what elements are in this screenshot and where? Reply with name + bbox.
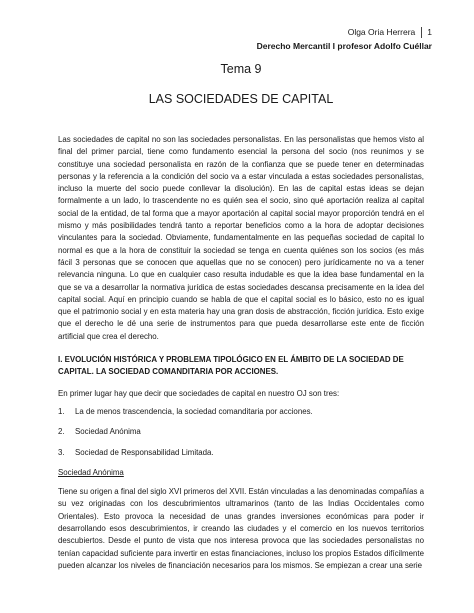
document-body [58,58,424,572]
document-title: LAS SOCIEDADES DE CAPITAL [148,92,334,106]
list-item [58,426,424,438]
list-item-number: 2. [58,427,65,437]
list-item-number: 1. [58,406,65,416]
header-author: Olga Oria Herrera [348,27,423,38]
section-heading-1: I. EVOLUCIÓN HISTÓRICA Y PROBLEMA TIPOLÓGICO EN EL ÁMBITO DE LA SOCIEDAD DE CAPITAL. LA SOCIEDAD COMANDITARIA POR ACCIONES. [58,355,404,377]
capital-companies-list [58,406,424,459]
list-item-text: Sociedad Anónima [75,427,141,437]
paragraph-sociedad-anonima: Tiene su origen a final del siglo XVI primeros del XVII. Están vinculadas a las denominadas compañías a su vez originadas con los descubrimientos ultramarinos (tanto de las Indias Occidentales como Orientales). Esto provoca la necesidad de unas grandes inversiones económicas para poder ir desarrollando esos descubrimientos, ir creando las ciudades y el comercio en los nuevos territorios descubiertos. Desde el punto de vista que nos interesa provoca que las sociedades personalistas no tenían capacidad suficiente para invertir en estas financiaciones, incluso los propios Estados difícilmente pueden alcanzar los niveles de financiación necesarios para los mismos. Se empiezan a crear una serie [58,487,424,570]
list-item [58,447,424,459]
tema-label: Tema 9 [220,62,262,76]
page-number: 1 [427,27,432,37]
list-intro: En primer lugar hay que decir que sociedades de capital en nuestro OJ son tres: [58,388,340,398]
paragraph-intro: Las sociedades de capital no son las sociedades personalistas. En las personalistas que hemos visto al final del primer parcial, tiene como fundamento esencial la persona del socio (nos reunimos y se constituye una sociedad personalista en razón de la confianza que se puede tener en determinadas personas y la referencia a la condición del socio va a estar vinculada a estas sociedades personalistas, incluso la muerte del socio puede conllevar la disolución). En las de capital estas ideas se dejan formalmente a un lado, lo trascendente no es quién sea el socio, sino qué aportación realiza al capital social de la entidad, de tal forma que a mayor aportación al capital social mayor proporción tendrá en el mismo y más posibilidades tendrá tanto a reportar beneficios como a la hora de adoptar decisiones vinculantes para la sociedad. Obviamente, fundamentalmente en las pequeñas sociedad de capital lo normal es que a la hora de constituir la sociedad se tenga en cuenta quiénes son los socios (es más fácil 3 personas que se conocen que aquellas que no se conocen) pero jurídicamente no va a tener relevancia ninguna. Lo que en cualquier caso resulta indudable es que la idea base fundamental en la que se va a desarrollar la normativa jurídica de estas sociedades descansa precisamente en la idea del capital social. Aquí en principio cuando se habla de que el capital social es lo básico, esto no es igual que el patrimonio social y en esta materia hay una gran dosis de abstracción, ficción jurídica. Esto exige que el derecho le dé una serie de instrumentos para que pueda desarrollarse este ente de ficción artificial que crea el derecho. [58,135,424,341]
list-item [58,406,424,418]
page-header [172,27,432,52]
list-item-text: Sociedad de Responsabilidad Limitada. [75,447,214,457]
header-author-row [172,27,432,38]
list-item-number: 3. [58,447,65,457]
header-course: Derecho Mercantil I profesor Adolfo Cuéllar [256,41,432,51]
list-item-text: La de menos trascendencia, la sociedad comanditaria por acciones. [75,406,313,416]
subheading-sociedad-anonima: Sociedad Anónima [58,467,124,477]
